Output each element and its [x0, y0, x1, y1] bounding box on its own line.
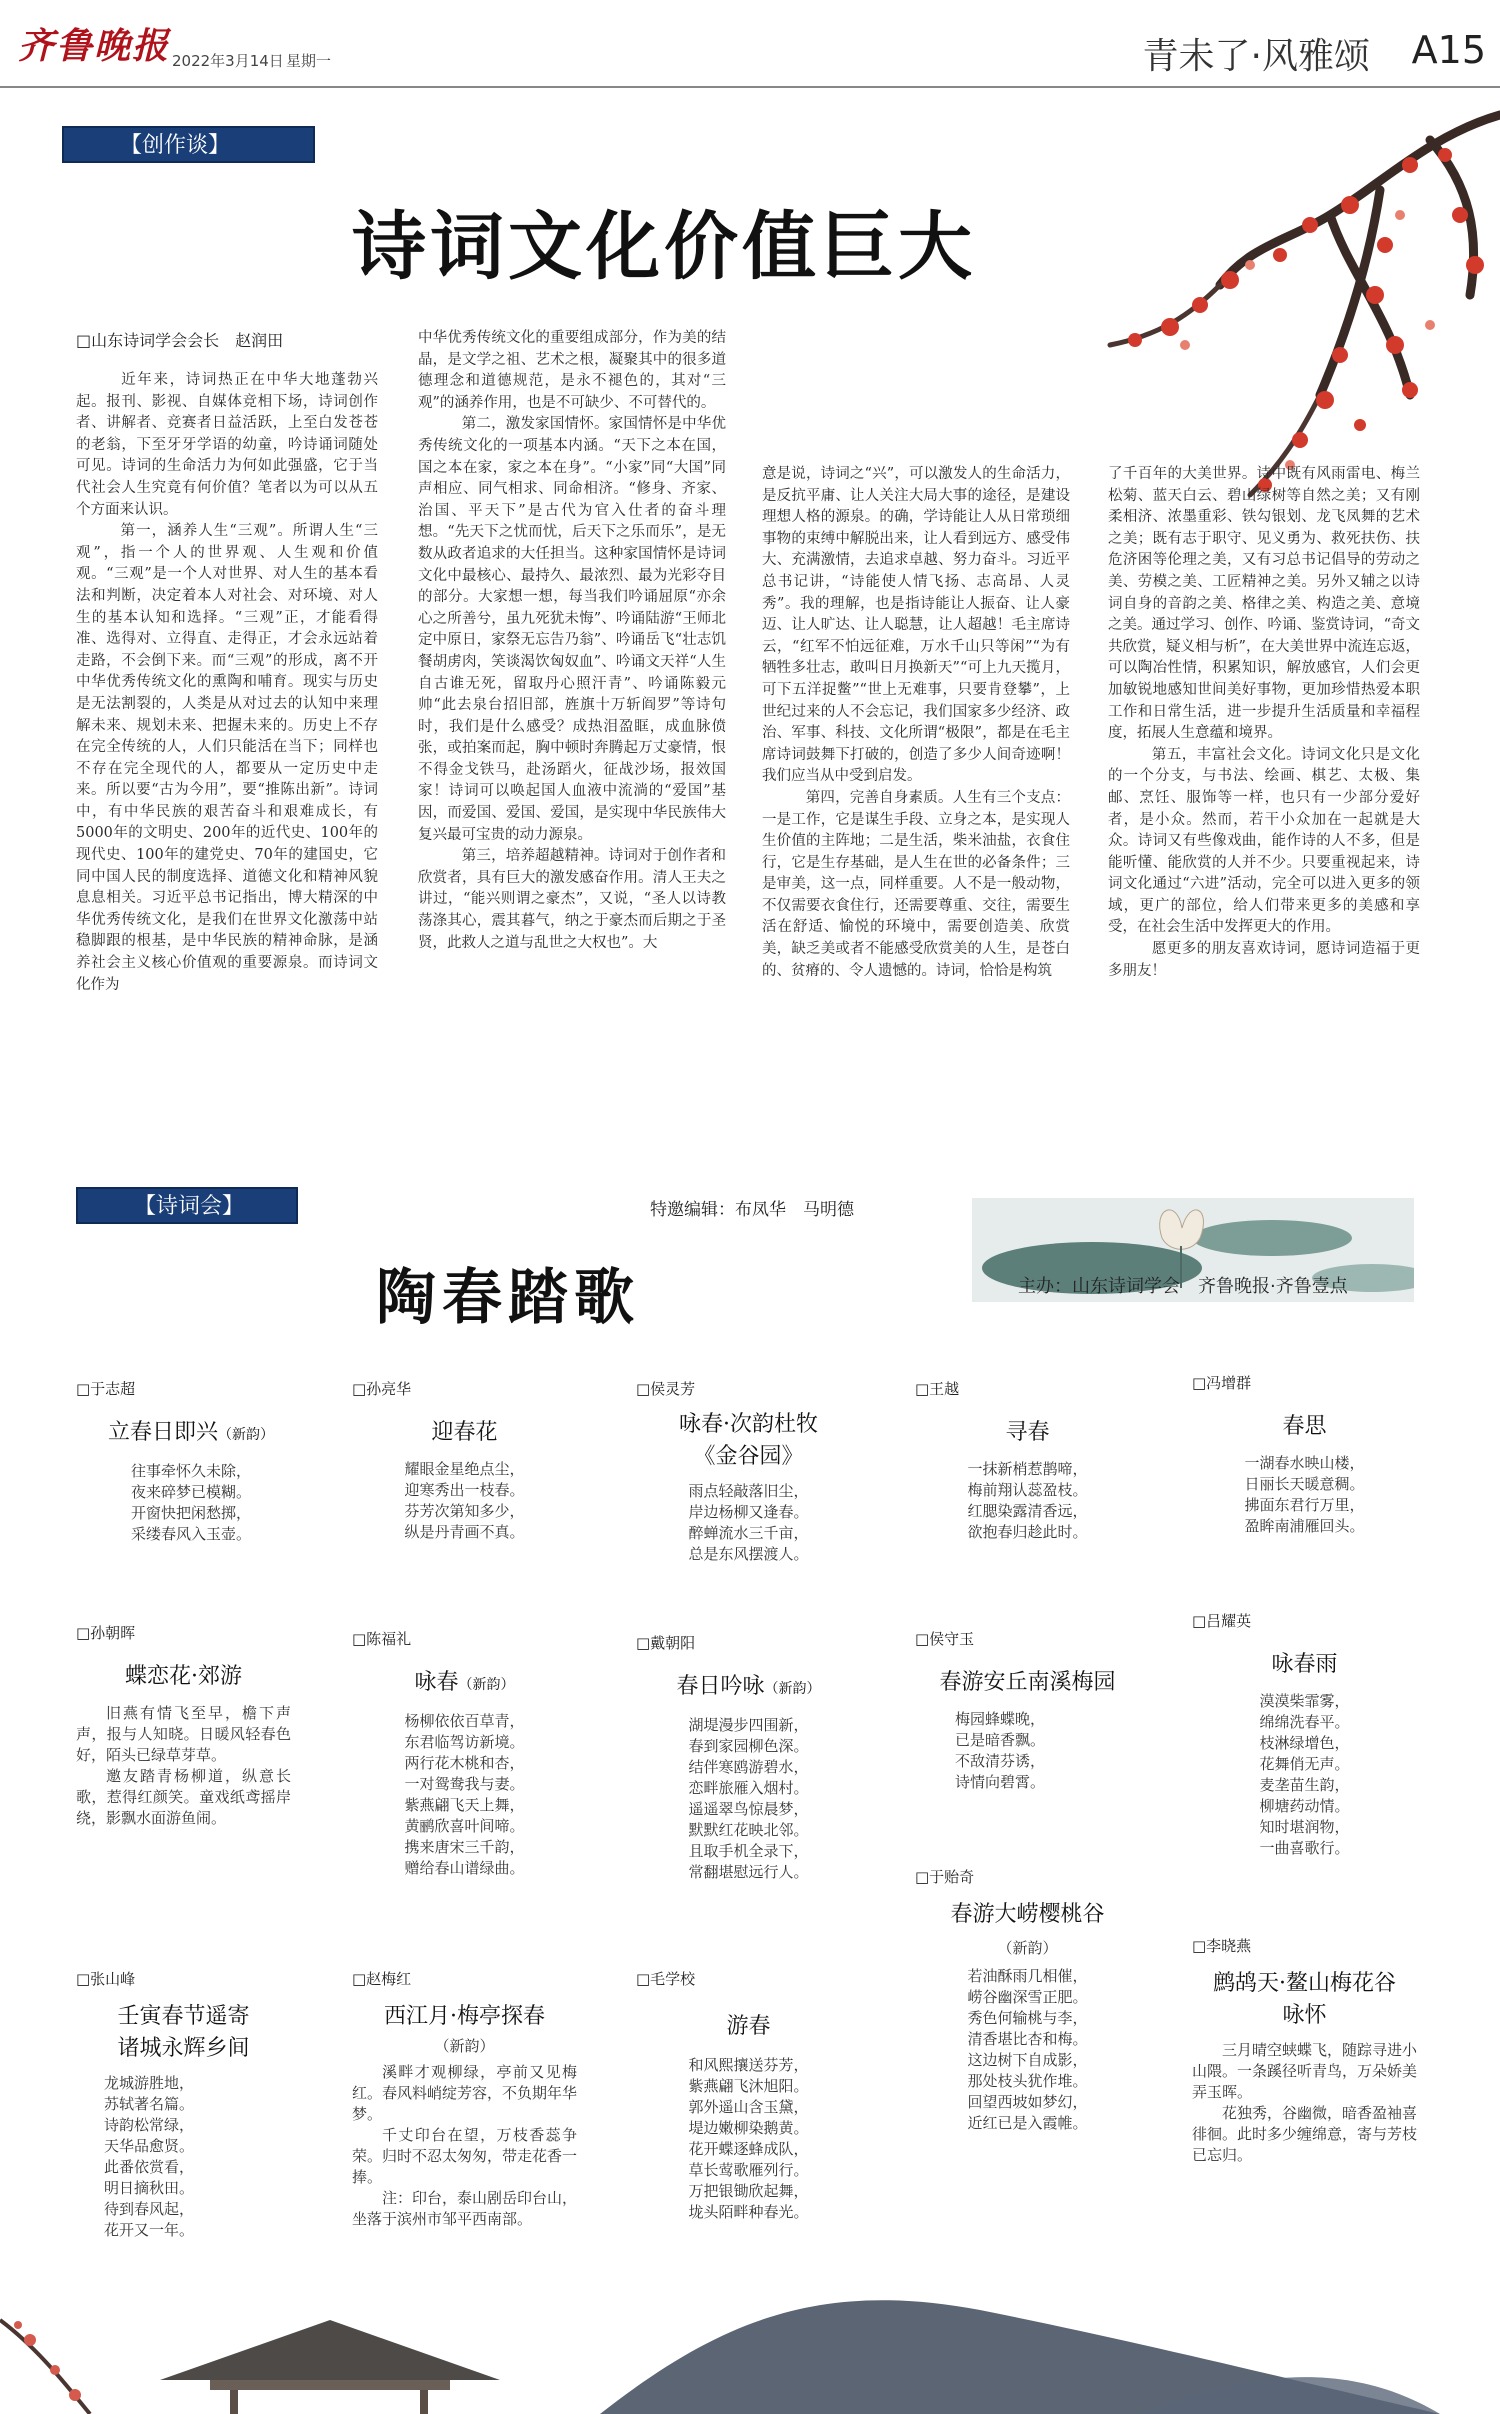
poem-title: 迎春花	[431, 1420, 498, 1445]
poem-line: 龙城游胜地，	[104, 2074, 195, 2092]
poem-line: 默默红花映北邻。	[688, 1821, 809, 1839]
poem-line: 花开蝶逐蜂成队，	[688, 2140, 809, 2158]
poem-line: 遥遥翠鸟惊晨梦，	[688, 1800, 809, 1818]
poem-line: 芬芳次第知多少，	[404, 1502, 525, 1520]
poem-line: 夜来碎梦已模糊。	[130, 1483, 251, 1501]
poem-title: 立春日即兴（新韵）	[107, 1420, 274, 1445]
poem-stanza: 旧燕有情飞至早，檐下声声，报与人知晓。日暖风轻春色好，陌头已绿草芽草。	[76, 1704, 291, 1764]
poem-note: （新韵）	[434, 2037, 495, 2055]
page-number: A15	[1411, 28, 1486, 72]
poem-author: □吕耀英	[1192, 1612, 1252, 1630]
essay-paragraph: 第四，完善自身素质。人生有三个支点：一是工作，它是谋生手段、立身之本，是实现人生价值的主阵地；二是生活，柴米油盐，衣食住行，它是生存基础，是人生在世的必备条件；三是审美，这一点，同样重要。人不是一般动物，不仅需要衣食住行，还需要尊重、交往，需要生活在舒适、愉悦的环境中，需要创造美、欣赏美，缺乏美或者不能感受欣赏美的人生，是苍白的、贫瘠的、令人遗憾的。诗词，恰恰是构筑	[762, 789, 1070, 979]
poem-card	[352, 1378, 577, 1543]
poem-line: 紫燕翩飞天上舞，	[404, 1796, 525, 1814]
poem-line: 拂面东君行万里，	[1244, 1496, 1365, 1514]
poem-line: 枝淋绿增色，	[1259, 1734, 1350, 1752]
poem-author: □于贻奇	[915, 1868, 975, 1886]
poem-line: 一曲喜歌行。	[1259, 1839, 1350, 1857]
poem-line: 日丽长天暖意稠。	[1244, 1475, 1365, 1493]
poem-line: 和风熙攘送芬芳，	[688, 2056, 809, 2074]
poem-card	[352, 1628, 577, 1879]
poem-title: 寻春	[1005, 1420, 1050, 1445]
poem-title: 咏春·次韵杜牧	[679, 1412, 818, 1437]
poem-title: 咏春（新韵）	[414, 1670, 515, 1695]
essay-paragraph: 第五，丰富社会文化。诗词文化只是文化的一个分支，与书法、绘画、棋艺、太极、集邮、烹饪、服饰等一样，也只有一少部分爱好者，是小众。然而，若干小众加在一起就是大众。诗词又有些像戏曲，能作诗的人不多，但是能听懂、能欣赏的人并不少。只要重视起来，诗词文化通过“六进”活动，完全可以进入更多的领域，更广的部位，给人们带来更多的美感和享受，在社会生活中发挥更大的作用。	[1108, 746, 1420, 936]
poem-line: 近红已是入霞帷。	[967, 2114, 1088, 2132]
poem-title: 春游大崂樱桃谷	[950, 1902, 1105, 1927]
poem-line: 此番依赏看，	[104, 2158, 195, 2176]
poem-author: □张山峰	[76, 1970, 136, 1988]
poem-subtitle: 《金谷园》	[693, 1444, 804, 1469]
poem-line: 那处枝头犹作堆。	[967, 2072, 1088, 2090]
poem-note: （新韵）	[997, 1939, 1058, 1957]
poem-card	[76, 1378, 306, 1545]
poem-line: 天华品愈贤。	[104, 2137, 195, 2155]
poem-stanza: 三月晴空蛱蝶飞，随踪寻进小山隈。一条蹊径听青鸟，万朵娇美弄玉晖。	[1192, 2041, 1418, 2101]
poem-author: □李晓燕	[1192, 1937, 1252, 1955]
poem-author: □陈福礼	[352, 1630, 412, 1648]
essay-paragraph: 第二，激发家国情怀。家国情怀是中华优秀传统文化的一项基本内涵。“天下之本在国，国之本在家，家之本在身”。“小家”同“大国”同声相应、同气相求、同命相济。“修身、齐家、治国、平天下”是古代为官入仕者的奋斗理想。“先天下之忧而忧，后天下之乐而乐”，是无数从政者追求的大任担当。这种家国情怀是诗词文化中最核心、最持久、最浓烈、最为光彩夺目的部分。大家想一想，每当我们吟诵屈原“亦余心之所善兮，虽九死犹未悔”、吟诵陆游“王师北定中原日，家祭无忘告乃翁”、吟诵岳飞“壮志饥餐胡虏肉，笑谈渴饮匈奴血”、吟诵文天祥“人生自古谁无死，留取丹心照汗青”、吟诵陈毅元帅“此去泉台招旧部，旌旗十万斩阎罗”等诗句时，我们是什么感受？成热泪盈眶，成血脉偾张，或拍案而起，胸中顿时奔腾起万丈豪情，恨不得金戈铁马，赴汤蹈火，征战沙场，报效国家！诗词可以唤起国人血液中流淌的“爱国”基因，而爱国、爱国、爱国，是实现中华民族伟大复兴最可宝贵的动力源泉。	[418, 416, 726, 843]
essay-column-4	[1108, 464, 1420, 982]
poem-line: 这边树下自成影，	[967, 2051, 1088, 2069]
essay-column-3	[762, 464, 1070, 982]
poetry-title: 陶春踏歌	[376, 1263, 640, 1333]
essay-paragraph: 了千百年的大美世界。诗中既有风雨雷电、梅兰松菊、蓝天白云、碧山绿树等自然之美；又有刚柔相济、浓墨重彩、铁勾银划、龙飞凤舞的艺术之美；既有志于职守、见义勇为、救死扶伤、扶危济困等伦理之美，又有习总书记倡导的劳动之美、劳模之美、工匠精神之美。另外又辅之以诗词自身的音韵之美、格律之美、构造之美、意境之美。通过学习、创作、吟诵、鉴赏诗词，“奇文共欣赏，疑义相与析”，在大美世界中流连忘返，可以陶冶性情，积累知识，解放感官，人们会更加敏锐地感知世间美好事物，更加珍惜热爱本职工作和日常生活，进一步提升生活质量和幸福程度，拓展人生意蕴和境界。	[1108, 466, 1420, 742]
poem-card	[636, 1968, 861, 2223]
poem-stanza: 溪畔才观柳绿，亭前又见梅红。春风料峭绽芳容，不负期年华梦。	[352, 2063, 578, 2123]
poem-line: 万把银锄欣起舞，	[688, 2182, 809, 2200]
poem-card	[915, 1866, 1140, 2134]
poem-line: 若油酥雨几相催，	[967, 1967, 1088, 1985]
poem-title-line2: 诸城永辉乡间	[117, 2036, 250, 2061]
poem-line: 欲抱春归趁此时。	[967, 1523, 1088, 1541]
poem-line: 赠给春山谱绿曲。	[404, 1859, 525, 1877]
poem-line: 结伴寒鸥游碧水，	[688, 1758, 809, 1776]
plum-blossom-illustration	[1050, 95, 1500, 515]
poem-line: 纵是丹青画不真。	[404, 1523, 525, 1541]
poem-line: 待到春风起，	[104, 2200, 195, 2218]
poem-line: 堤边嫩柳染鹅黄。	[688, 2119, 809, 2137]
poem-line: 春到家园柳色深。	[688, 1737, 809, 1755]
poem-author: □孙朝晖	[76, 1624, 136, 1642]
poem-card	[76, 1622, 291, 1829]
poem-author: □冯增群	[1192, 1374, 1252, 1392]
poem-note: （新韵）	[458, 1677, 515, 1693]
poem-note: （新韵）	[218, 1427, 274, 1443]
poem-author: □于志超	[76, 1380, 136, 1398]
essay-section-tag: 【创作谈】	[62, 126, 315, 163]
essay-paragraph: 愿更多的朋友喜欢诗词，愿诗词造福于更多朋友！	[1108, 941, 1420, 979]
poem-line: 草长莺歌雁列行。	[688, 2161, 809, 2179]
poem-line: 总是东风摆渡人。	[688, 1545, 809, 1563]
poem-line: 盈眸南浦雁回头。	[1244, 1517, 1365, 1535]
poem-stanza: 千丈印台在望，万枝香蕊争荣。归时不忍太匆匆，带走花香一捧。	[352, 2126, 578, 2186]
poem-card	[1192, 1372, 1417, 1537]
poem-line: 红腮染露清香远，	[967, 1502, 1088, 1520]
section-name: 青未了·风雅颂	[1142, 36, 1370, 77]
poem-line: 明日摘秋田。	[104, 2179, 195, 2197]
poem-line: 黄鹂欣喜叶间啼。	[404, 1817, 525, 1835]
poem-title: 西江月·梅亭探春	[384, 2004, 545, 2029]
poem-author: □侯守玉	[915, 1630, 975, 1648]
masthead	[0, 0, 1500, 86]
poem-line: 已是暗香飘。	[955, 1731, 1046, 1749]
poetry-sponsor: 主办：山东诗词学会 齐鲁晚报·齐鲁壹点	[1018, 1276, 1348, 1297]
poem-line: 郭外遥山含玉黛，	[688, 2098, 809, 2116]
poem-title-line2: 咏怀	[1282, 2003, 1327, 2028]
poem-line: 梅前翔认蕊盈枝。	[967, 1481, 1088, 1499]
poem-title: 鹧鸪天·鳌山梅花谷	[1213, 1971, 1396, 1996]
poem-line: 花舞俏无声。	[1259, 1755, 1350, 1773]
poetry-section-tag: 【诗词会】	[76, 1187, 298, 1224]
poem-line: 耀眼金星绝点尘，	[404, 1460, 525, 1478]
poem-card	[636, 1632, 861, 1883]
essay-column-2	[418, 328, 726, 954]
poem-title: 春游安丘南溪梅园	[939, 1670, 1116, 1695]
poem-author: □侯灵芳	[636, 1380, 696, 1398]
poem-line: 一抹新梢惹鹊啼，	[967, 1460, 1088, 1478]
poetry-editors: 特邀编辑：布凤华 马明德	[650, 1200, 854, 1220]
poem-line: 回望西坡如梦幻，	[967, 2093, 1088, 2111]
poem-note: （新韵）	[764, 1681, 821, 1697]
essay-title: 诗词文化价值巨大	[352, 204, 976, 290]
poem-card	[352, 1968, 577, 2230]
poem-line: 迎寒秀出一枝春。	[404, 1481, 525, 1499]
essay-column-1	[76, 370, 378, 996]
poem-title: 咏春雨	[1271, 1652, 1338, 1677]
poem-line: 醉蝉流水三千亩，	[688, 1524, 809, 1542]
poem-author: □戴朝阳	[636, 1634, 696, 1652]
poem-line: 一湖春水映山楼，	[1244, 1454, 1365, 1472]
poem-footnote: 注：印台，泰山剧岳印台山，坐落于滨州市邹平西南部。	[352, 2189, 578, 2228]
essay-byline: □山东诗词学会会长 赵润田	[76, 331, 284, 350]
poem-card	[636, 1378, 861, 1565]
poem-card	[1192, 1610, 1417, 1859]
poem-line: 往事牵怀久未除，	[130, 1462, 251, 1480]
poem-card	[915, 1378, 1140, 1543]
poem-card	[1192, 1935, 1417, 2166]
poem-line: 携来唐宋三千韵，	[404, 1838, 525, 1856]
issue-date: 2022年3月14日	[172, 52, 284, 70]
poem-author: □毛学校	[636, 1970, 696, 1988]
poem-line: 东君临驾访新境。	[404, 1733, 525, 1751]
poem-line: 知时堪润物，	[1259, 1818, 1350, 1836]
poem-line: 一对鸳鸯我与妻。	[404, 1775, 525, 1793]
poem-stanza: 花独秀，谷幽微，暗香盈袖喜徘徊。此时多少缠绵意，寄与芳枝已忘归。	[1192, 2104, 1418, 2164]
essay-paragraph: 意是说，诗词之“兴”，可以激发人的生命活力，是反抗平庸、让人关注大局大事的途径，是建设理想人格的源泉。的确，学诗能让人从日常琐细事物的束缚中解脱出来，让人看到远方、感受伟大、充满激情，去追求卓越、努力奋斗。习近平总书记讲，“诗能使人情飞扬、志高昂、人灵秀”。我的理解，也是指诗能让人振奋、让人豪迈、让人旷达、让人聪慧，让人超越！毛主席诗云，“红军不怕远征难，万水千山只等闲”“为有牺牲多壮志，敢叫日月换新天”“可上九天揽月，可下五洋捉鳖”“世上无难事，只要肯登攀”，上世纪过来的人不会忘记，我们国家多少经济、政治、军事、科技、文化所谓“极限”，都是在毛主席诗词鼓舞下打破的，创造了多少人间奇迹啊！我们应当从中受到启发。	[762, 466, 1070, 785]
poem-title: 游春	[726, 2014, 771, 2039]
poem-stanza: 邀友踏青杨柳道，纵意长歌，惹得红颜笑。童戏纸鸢摇岸绕，影飘水面游鱼闹。	[76, 1767, 291, 1827]
poem-title: 壬寅春节遥寄	[117, 2004, 250, 2029]
poem-line: 雨点轻敲落旧尘，	[688, 1482, 809, 1500]
poem-line: 岸边杨柳又逢春。	[688, 1503, 809, 1521]
poem-line: 常翻堪慰远行人。	[688, 1863, 809, 1881]
masthead-divider	[0, 86, 1500, 88]
landscape-illustration	[0, 2200, 1500, 2414]
poem-author: □孙亮华	[352, 1380, 412, 1398]
poem-line: 杨柳依依百草青，	[404, 1712, 525, 1730]
poem-line: 湖堤漫步四围新，	[688, 1716, 809, 1734]
poem-line: 绵绵洗春平。	[1259, 1713, 1350, 1731]
poem-line: 垅头陌畔种春光。	[688, 2203, 809, 2221]
poem-line: 恋畔旅雁入烟村。	[688, 1779, 809, 1797]
poem-line: 梅园蜂蝶晚，	[955, 1710, 1046, 1728]
poem-line: 不敌清芬诱，	[955, 1752, 1046, 1770]
poem-line: 诗情向碧霄。	[955, 1773, 1046, 1791]
poem-line: 开窗快把闲愁掷，	[130, 1504, 251, 1522]
essay-paragraph: 第一，涵养人生“三观”。所谓人生“三观”，指一个人的世界观、人生观和价值观。“三观”是一个人对世界、对人生的基本看法和判断，决定着本人对社会、对环境、对人生的基本认知和选择。“三观”正，才能看得准、选得对、立得直、走得正，才会永远站着走路，不会倒下来。而“三观”的形成，离不开中华优秀传统文化的熏陶和哺育。现实与历史是无法割裂的，人类是从对过去的认知中来理解未来、规划未来、把握未来的。历史上不存在完全传统的人，人们只能活在当下；同样也不存在完全现代的人，都要从一定历史中走来。所以要“古为今用”，要“推陈出新”。诗词中，有中华民族的艰苦奋斗和艰难成长，有5000年的文明史、200年的近代史、100年的现代史、100年的建党史、70年的建国史，它同中国人民的制度选择、道德文化和精神风貌息息相关。习近平总书记指出，博大精深的中华优秀传统文化，是我们在世界文化激荡中站稳脚跟的根基，是中华民族的精神命脉，是涵养社会主义核心价值观的重要源泉。而诗词文化作为	[76, 523, 378, 993]
poem-line: 诗韵松常绿，	[104, 2116, 195, 2134]
poem-line: 秀色何输桃与李，	[967, 2009, 1088, 2027]
poem-line: 紫燕翩飞沐旭阳。	[688, 2077, 809, 2095]
essay-paragraph: 近年来，诗词热正在中华大地蓬勃兴起。报刊、影视、自媒体竞相下场，诗词创作者、讲解者、竞赛者日益活跃，上至白发苍苍的老翁，下至牙牙学语的幼童，吟诗诵词随处可见。诗词的生命活力为何如此强盛，它于当代社会人生究竟有何价值？笔者以为可以从五个方面来认识。	[76, 372, 378, 518]
issue-weekday: 星期一	[286, 52, 332, 70]
poem-line: 麦垄苗生韵，	[1259, 1776, 1350, 1794]
poem-line: 两行花木桃和杏，	[404, 1754, 525, 1772]
poem-title: 蝶恋花·郊游	[125, 1664, 242, 1689]
poem-author: □王越	[915, 1380, 960, 1398]
poem-line: 崂谷幽深雪正肥。	[967, 1988, 1088, 2006]
essay-paragraph: 第三，培养超越精神。诗词对于创作者和欣赏者，具有巨大的激发感奋作用。清人王夫之讲过，“能兴则谓之豪杰”，又说，“圣人以诗教荡涤其心，震其暮气，纳之于豪杰而后期之于圣贤，此救人之道与乱世之大权也”。大	[418, 848, 726, 951]
poem-line: 花开又一年。	[104, 2221, 195, 2239]
poem-author: □赵梅红	[352, 1970, 412, 1988]
poem-line: 柳塘药动情。	[1259, 1797, 1350, 1815]
poem-line: 采缕春风入玉壶。	[130, 1525, 251, 1543]
poem-line: 苏轼著名篇。	[104, 2095, 195, 2113]
poem-line: 漠漠柴霏雾，	[1259, 1692, 1350, 1710]
poem-title: 春思	[1282, 1414, 1327, 1439]
poem-title: 春日吟咏（新韵）	[676, 1674, 821, 1699]
poem-line: 且取手机全录下，	[688, 1842, 809, 1860]
newspaper-logo: 齐鲁晚报	[18, 25, 171, 67]
poem-line: 清香堪比杏和梅。	[967, 2030, 1088, 2048]
poem-card	[915, 1628, 1140, 1793]
essay-paragraph: 中华优秀传统文化的重要组成部分，作为美的结晶，是文学之祖、艺术之根，凝聚其中的很多道德理念和道德规范，是永不褪色的，其对“三观”的涵养作用，也是不可缺少、不可替代的。	[418, 330, 726, 411]
